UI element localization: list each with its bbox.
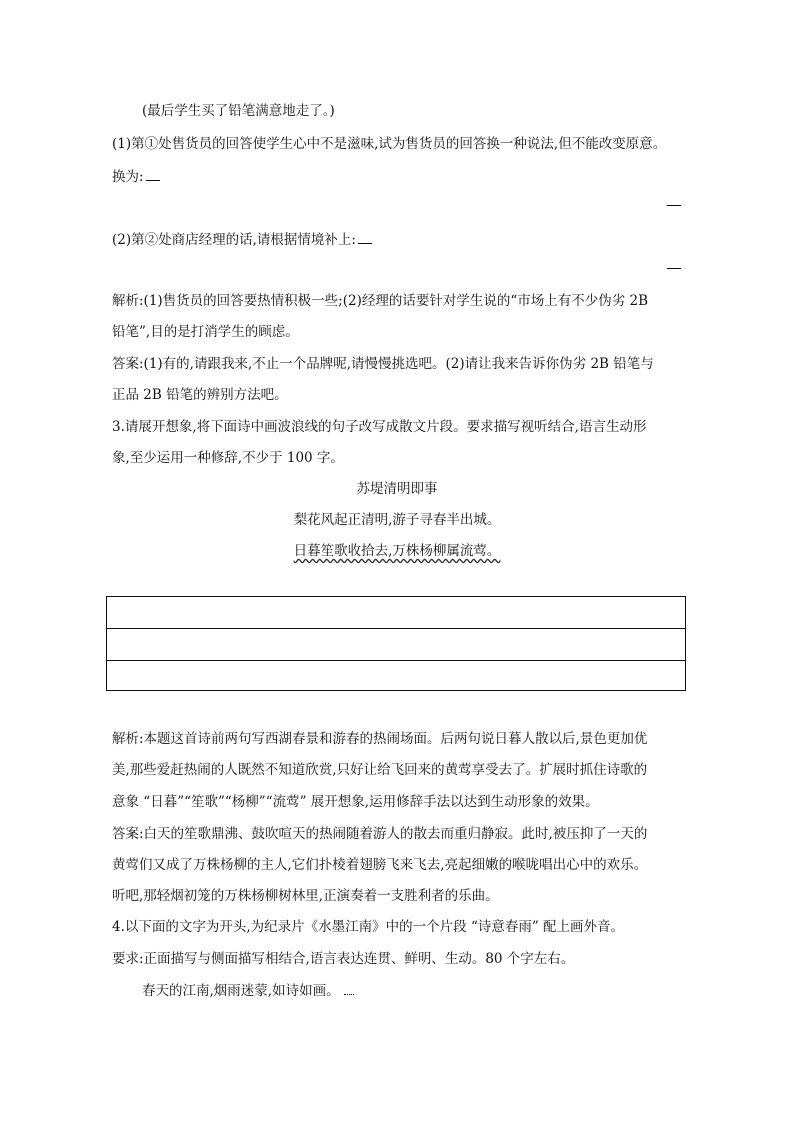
answer-line: 答案:白天的笙歌鼎沸、鼓吹喧天的热闹随着游人的散去而重归静寂。此时,被压抑了一天的 [112, 826, 648, 842]
box-row-divider [107, 628, 685, 629]
question-3-prompt: 象,至少运用一种修辞,不少于 100 字。 [112, 450, 344, 466]
answer-line: 听吧,那轻烟初笼的万株杨柳树林里,正演奏着一支胜利者的乐曲。 [112, 888, 499, 904]
answer-blank-end [667, 205, 681, 206]
answer-line: 正品 2B 铅笔的辨别方法吧。 [112, 387, 288, 403]
question-3-prompt: 3.请展开想象,将下面诗中画波浪线的句子改写成散文片段。要求描写视听结合,语言生动形 [112, 419, 647, 435]
analysis-line: 美,那些爱赶热闹的人既然不知道欣赏,只好让给飞回来的黄莺享受去了。扩展时抓住诗歌的 [112, 762, 648, 778]
question-4-opening [142, 981, 354, 1001]
poem-title: 苏堤清明即事 [356, 481, 438, 497]
box-row-divider [107, 660, 685, 661]
analysis-line: 解析:(1)售货员的回答要热情积极一些;(2)经理的话要针对学生说的“市场上有不少伪劣 2B [112, 293, 649, 309]
opening-text: 春天的江南,烟雨迷蒙,如诗如画。 [142, 983, 340, 999]
answer-blank [146, 166, 160, 181]
analysis-line: 解析:本题这首诗前两句写西湖春景和游春的热闹场面。后两句说日暮人散以后,景色更加优 [112, 731, 648, 747]
answer-writing-box[interactable] [106, 596, 686, 691]
question-4-requirement: 要求:正面描写与侧面描写相结合,语言表达连贯、鲜明、生动。80 个字左右。 [112, 951, 575, 967]
sub-question-2-text: (2)第②处商店经理的话,请根据情境补上: [112, 232, 356, 248]
answer-blank-end [667, 268, 681, 269]
analysis-line: 铅笔”,目的是打消学生的顾虑。 [112, 324, 299, 340]
answer-label: 换为: [112, 169, 144, 185]
answer-blank [344, 982, 354, 995]
analysis-line: 意象 “日暮”“笙歌”“杨柳”“流莺” 展开想象,运用修辞手法以达到生动形象的效果。 [112, 794, 599, 810]
context-end: (最后学生买了铅笔满意地走了。) [142, 103, 335, 119]
poem-line-wavy-text: 日暮笙歌收拾去,万株杨柳属流莺。 [293, 543, 501, 559]
sub-question-1: (1)第①处售货员的回答使学生心中不是滋味,试为售货员的回答换一种说法,但不能改变原意。 [112, 136, 667, 152]
answer-blank [358, 229, 372, 244]
poem-line: 梨花风起正清明,游子寻春半出城。 [293, 512, 501, 528]
sub-question-2 [112, 229, 372, 250]
answer-line: 黄莺们又成了万株杨柳的主人,它们扑棱着翅膀飞来飞去,亮起细嫩的喉咙唱出心中的欢乐。 [112, 857, 648, 873]
question-4-prompt: 4.以下面的文字为开头,为纪录片《水墨江南》中的一个片段 “诗意春雨” 配上画外音。 [112, 919, 625, 935]
poem-line-wavy [0, 541, 794, 561]
answer-line-1 [112, 166, 160, 187]
answer-line: 答案:(1)有的,请跟我来,不止一个品牌呢,请慢慢挑选吧。(2)请让我来告诉你伪劣 2B 铅笔与 [112, 356, 654, 372]
